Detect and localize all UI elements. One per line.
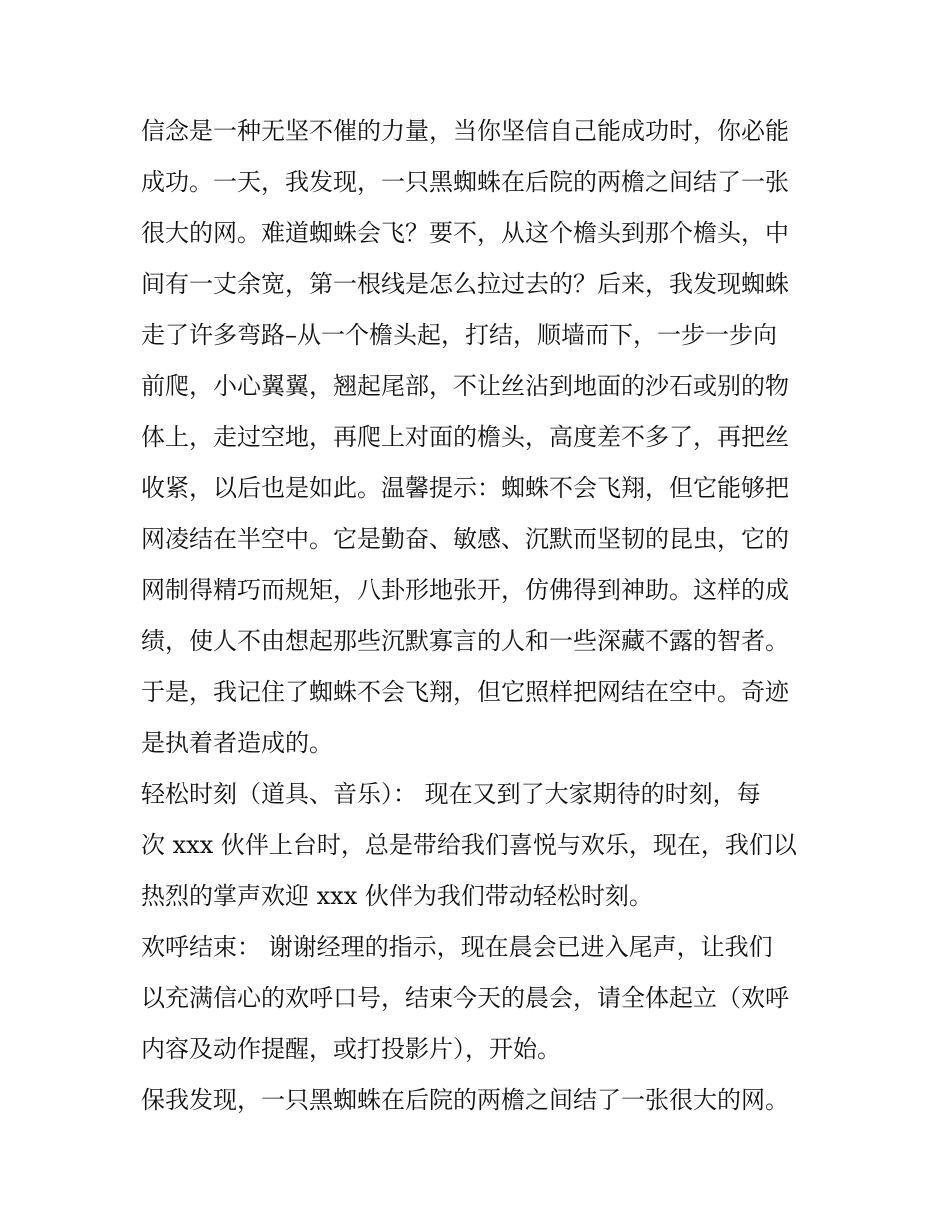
- text-line: 信念是一种无坚不催的力量，当你坚信自己能成功时，你必能: [141, 117, 789, 145]
- text-line: 绩，使人不由想起那些沉默寡言的人和一些深藏不露的智者。: [141, 627, 789, 655]
- paragraph-spider-story: [141, 106, 813, 769]
- text-line: 前爬，小心翼翼，翘起尾部，不让丝沾到地面的沙石或别的物: [141, 372, 789, 400]
- text-line: 次 xxx 伙伴上台时，总是带给我们喜悦与欢乐，现在，我们以: [141, 831, 797, 859]
- text-line: 是执着者造成的。: [141, 729, 333, 757]
- text-line: 保我发现，一只黑蜘蛛在后院的两檐之间结了一张很大的网。: [141, 1086, 789, 1114]
- paragraph-cheer-ending: [141, 922, 813, 1075]
- text-line: 以充满信心的欢呼口号，结束今天的晨会，请全体起立（欢呼: [141, 984, 789, 1012]
- document-body: [141, 106, 813, 1126]
- text-line: 成功。一天，我发现，一只黑蜘蛛在后院的两檐之间结了一张: [141, 168, 789, 196]
- text-line: 收紧，以后也是如此。温馨提示：蜘蛛不会飞翔，但它能够把: [141, 474, 789, 502]
- text-line: 内容及动作提醒，或打投影片），开始。: [141, 1035, 561, 1063]
- paragraph-closing: [141, 1075, 813, 1126]
- text-line: 间有一丈余宽，第一根线是怎么拉过去的？后来，我发现蜘蛛: [141, 270, 789, 298]
- text-line: 于是，我记住了蜘蛛不会飞翔，但它照样把网结在空中。奇迹: [141, 678, 789, 706]
- text-line: 网制得精巧而规矩，八卦形地张开，仿佛得到神助。这样的成: [141, 576, 789, 604]
- text-line: 很大的网。难道蜘蛛会飞？要不，从这个檐头到那个檐头，中: [141, 219, 789, 247]
- text-line: 轻松时刻（道具、音乐）： 现在又到了大家期待的时刻，每: [141, 780, 761, 808]
- paragraph-relax-moment: [141, 769, 813, 922]
- text-line: 欢呼结束： 谢谢经理的指示，现在晨会已进入尾声，让我们: [141, 933, 773, 961]
- text-line: 走了许多弯路–从一个檐头起，打结，顺墙而下，一步一步向: [141, 321, 777, 349]
- text-line: 热烈的掌声欢迎 xxx 伙伴为我们带动轻松时刻。: [141, 882, 653, 910]
- text-line: 网凌结在半空中。它是勤奋、敏感、沉默而坚韧的昆虫，它的: [141, 525, 789, 553]
- text-line: 体上，走过空地，再爬上对面的檐头，高度差不多了，再把丝: [141, 423, 789, 451]
